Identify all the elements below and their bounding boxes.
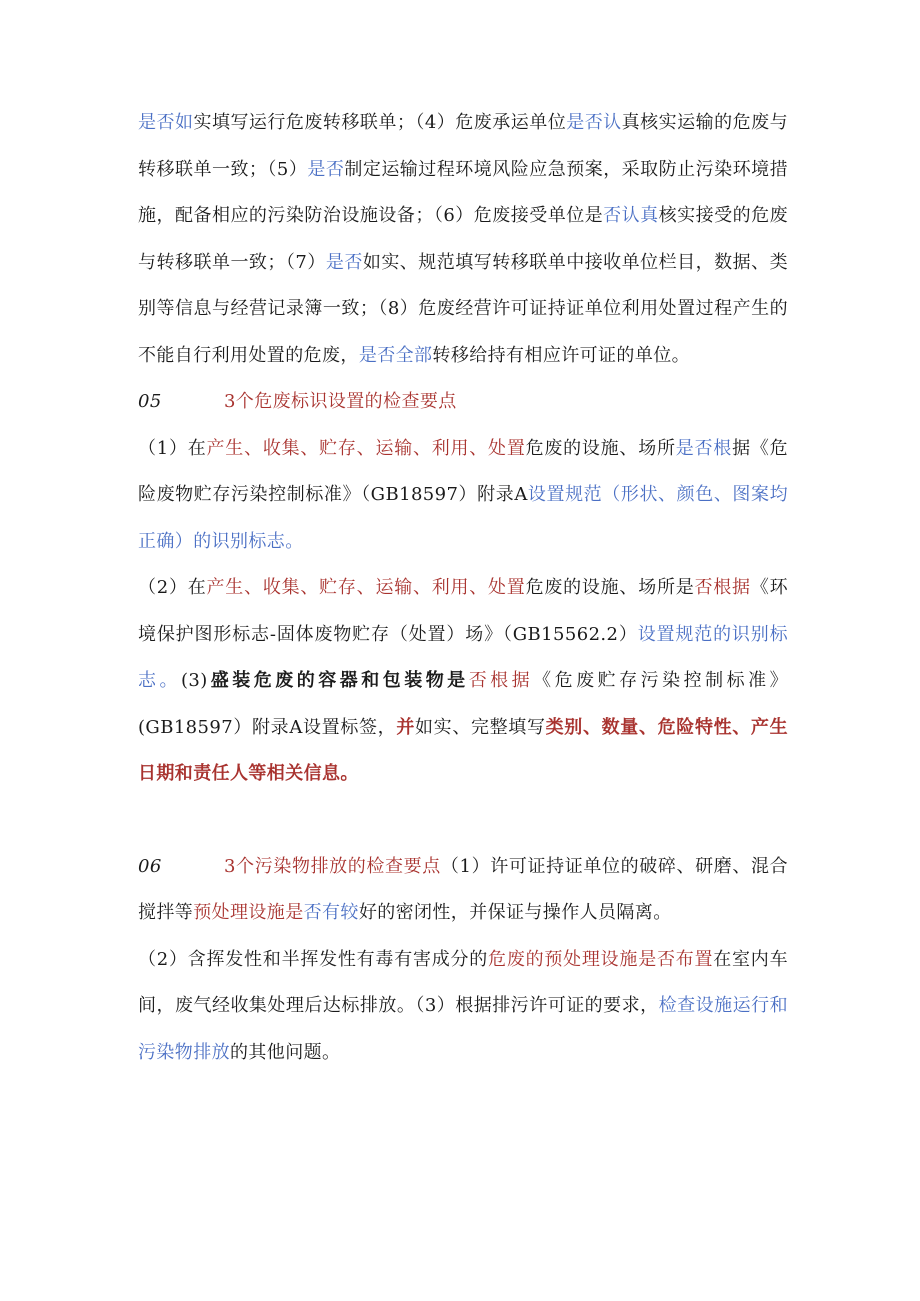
highlight-text: 是否根 [675, 437, 733, 459]
body-text: （2）含挥发性和半挥发性有毒有害成分的 [138, 948, 489, 970]
bold-text: 盛装危废的容器和包装物是 [207, 670, 469, 691]
highlight-text: 否认真 [603, 205, 659, 226]
body-text: 在室内车间，废气经收集处理后达标排放。（3）根据排污许可证的要求， [138, 948, 788, 1016]
body-text: 真核实运输的危废与转移联单一致；（5） [138, 112, 788, 180]
body-text: 危废的设施、场所是 [525, 577, 695, 598]
highlight-text: 产生、收集、贮存、运输、利用、处置 [206, 437, 526, 459]
highlight-text: 是否 [325, 251, 363, 273]
body-text: 的其他问题。 [230, 1041, 341, 1063]
document-body [138, 100, 788, 1076]
body-text: 转移给持有相应许可证的单位。 [432, 344, 691, 366]
section-heading-05 [138, 379, 788, 426]
highlight-text: 设置规范的识别标志。 [138, 623, 788, 691]
paragraph-label-check-1 [138, 426, 788, 566]
body-text: （1）在 [138, 437, 207, 459]
body-text: 核实接受的危废与转移联单一致；（7） [138, 205, 788, 273]
body-text: 如实、完整填写 [415, 716, 546, 738]
highlight-text: 否根据 [694, 577, 751, 598]
bold-highlight-text: 并 [396, 716, 415, 738]
section-title: 3个危废标识设置的检查要点 [224, 391, 457, 412]
highlight-text: 设置规范（形状、颜色、图案均正确）的识别标志。 [138, 484, 788, 552]
body-text: 危废的设施、场所 [525, 437, 676, 459]
paragraph-label-check-2 [138, 565, 788, 798]
body-text: 制定运输过程环境风险应急预案，采取防止污染环境措施，配备相应的污染防治设施设备；（6）危废接受单位是 [138, 158, 788, 226]
highlight-text: 是否认 [566, 112, 622, 133]
highlight-text: 否根据 [468, 670, 534, 691]
highlight-text: 危废的预处理设施是否布置 [488, 948, 714, 970]
highlight-text: 预处理设施是 [193, 902, 304, 923]
section-number: 05 [138, 391, 162, 412]
highlight-text: 产生、收集、贮存、运输、利用、处置 [206, 577, 526, 598]
section-number: 06 [138, 855, 162, 877]
paragraph-emission-check-2 [138, 937, 788, 1077]
body-text: (3) [180, 670, 208, 691]
section-title: 3个污染物排放的检查要点 [224, 855, 441, 877]
spacer [138, 798, 788, 844]
body-text: （1）许可证持证单位的破碎、研磨、混合搅拌等 [138, 855, 788, 923]
body-text: 如实、规范填写转移联单中接收单位栏目，数据、类别等信息与经营记录簿一致；（8）危废经营许可证持证单位利用处置过程产生的不能自行利用处置的危废， [138, 251, 788, 366]
body-text: （2）在 [138, 577, 207, 598]
paragraph-transfer-checks [138, 100, 788, 379]
body-text: 实填写运行危废转移联单；（4）危废承运单位 [193, 112, 567, 133]
body-text: 据《危险废物贮存污染控制标准》（GB18597）附录A [138, 437, 788, 505]
highlight-text: 否有较 [303, 902, 359, 923]
highlight-text: 是否如 [138, 112, 194, 133]
highlight-text: 检查设施运行和污染物排放 [138, 995, 788, 1063]
highlight-text: 是否 [307, 158, 345, 180]
highlight-text: 是否全部 [358, 344, 433, 366]
body-text: 好的密闭性，并保证与操作人员隔离。 [358, 902, 672, 923]
body-text: 《环境保护图形标志-固体废物贮存（处置）场》（GB15562.2） [138, 577, 788, 645]
bold-highlight-text: 类别、数量、危险特性、产生日期和责任人等相关信息。 [138, 716, 788, 784]
paragraph-emission-check-1 [138, 844, 788, 937]
body-text: 《危废贮存污染控制标准》(GB18597）附录A设置标签， [138, 670, 788, 738]
